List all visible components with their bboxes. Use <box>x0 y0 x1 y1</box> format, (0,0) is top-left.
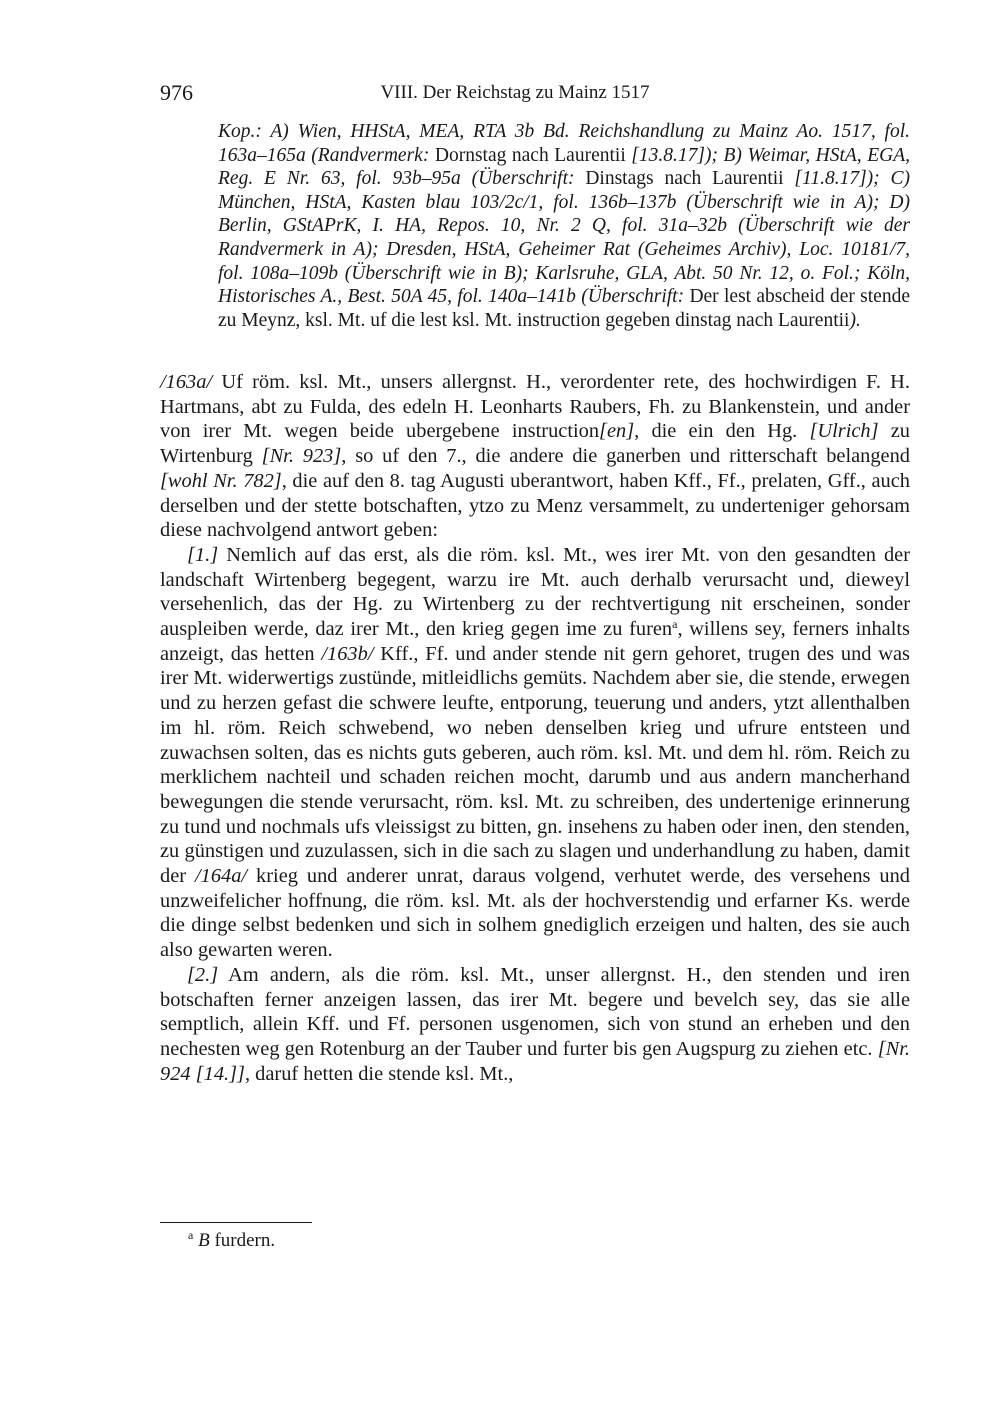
source-note-segment: ). <box>849 309 861 331</box>
paragraph-point-2 <box>160 963 910 1087</box>
page-number: 976 <box>160 80 193 105</box>
footnote-siglum: B <box>198 1230 210 1251</box>
folio-marker: /163b/ <box>321 642 374 665</box>
footnote-mark: a <box>188 1228 194 1242</box>
editorial-insert: [en] <box>599 420 635 443</box>
text-run: krieg und anderer unrat, daraus volgend, verhutet werde, des versehens und unzweifelicher hoffnung, die röm. ksl. Mt. als der hochverstendig und erfarner Ks. werde die dinge selbst bedenken und sich in solhem gnediglich erzeigen und halten, des sie auch also gewarten weren. <box>160 865 910 962</box>
cross-reference: [Nr. 923] <box>261 445 342 468</box>
footnote-rule <box>160 1222 312 1223</box>
text-run: Am andern, als die röm. ksl. Mt., unser allergnst. H., den stenden und iren botschaften ferner anzeigen lassen, das irer Mt. begere und bevelch sey, das sie alle semptlich, allein Kff. und Ff. personen usgenomen, sich von stund an erheben und den nechesten weg gen Rotenburg an der Tauber und furter bis gen Augspurg zu ziehen etc. <box>160 963 910 1060</box>
running-head: VIII. Der Reichstag zu Mainz 1517 <box>380 82 650 103</box>
text-run: Uf röm. ksl. Mt., unsers allergnst. H., verordenter rete, des hochwirdigen F. H. Hartmans, abt zu Fulda, des edeln H. Leonharts Raubers, Fh. zu Blankenstein, und ander von irer Mt. wegen beide ubergebene instruction <box>160 371 910 443</box>
text-run: Nemlich auf das erst, als die röm. ksl. Mt., wes irer Mt. von den gesandten der landschaft Wirtenberg begegent, warzu ire Mt. auch derhalb verursacht und, dieweyl versehenlich, das der Hg. zu Wirtenberg zu der rechtvertigung nit erscheinen, sonder auspleiben werde, daz irer Mt., den krieg gegen ime zu furen <box>160 543 910 641</box>
text-run: , die auf den 8. tag Augusti uberantwort, haben Kff., Ff., prelaten, Gff., auch derselben und der stette botschaften, ytzo zu Menz versammelt, zu underteniger gehorsam diese nachvolgend antwort geben: <box>160 469 910 542</box>
source-note-segment: [11.8.17]); C) München, HStA, Kasten blau 103/2c/1, fol. 136b–137b (Überschrift wie in A); D) Berlin, GStAPrK, I. HA, Repos. 10, Nr. 2 Q, fol. 31a–32b (Überschrift wie der Randvermerk in A); Dresden, HStA, Geheimer Rat (Geheimes Archiv), Loc. 10181/7, fol. 108a–109b (Überschrift wie in B); Karlsruhe, GLA, Abt. 50 Nr. 12, o. Fol.; Köln, Historisches A., Best. 50A 45, fol. 140a–141b (Überschrift: <box>218 168 910 308</box>
main-text <box>160 370 910 1086</box>
source-note <box>218 120 910 332</box>
footnote-text: furdern. <box>209 1230 276 1251</box>
text-run: , willens sey, ferners inhalts anzeigt, das hetten <box>160 618 910 665</box>
text-run: Kff., Ff. und ander stende nit gern gehoret, trugen des und was irer Mt. widerwertigs zustünde, mitleidlichs gemüts. Nachdem aber sie, die stende, erwegen und zu herzen gefast die schwere leufte, entporung, teuerung und anders, ytzt allenthalben im hl. röm. Reich schwebend, wo neben denselben krieg und ufrure entsteen und zuwachsen solten, das es nichts guts geberen, auch röm. ksl. Mt. und dem hl. röm. Reich zu merklichem nachteil und schaden reichen mocht, darumb und aus andern mancherhand bewegungen die stende verursacht, röm. ksl. Mt. zu schreiben, des undertenige erinnerung zu tund und nochmals ufs vleissigst zu bitten, gn. insehens zu haben oder inen, den stenden, zu günstigen und zuzulassen, sich in die sach zu slagen und underhandlung zu haben, damit der <box>160 642 910 888</box>
text-run: , so uf den 7., die andere die ganerben und ritterschaft belangend <box>341 445 910 468</box>
paragraph-intro <box>160 370 910 543</box>
source-note-quote: Dinstags nach Laurentii <box>585 168 784 190</box>
source-note-quote: Dornstag nach Laurentii <box>434 144 626 166</box>
source-note-segment: [13.8.17]); B) Weimar, HStA, EGA, Reg. E Nr. 63, fol. 93b–95a (Überschrift: <box>218 144 911 190</box>
footnote-mark[interactable]: a <box>672 617 678 632</box>
text-run: , die ein den Hg. <box>634 420 810 443</box>
footnote <box>188 1230 275 1252</box>
folio-marker: /163a/ <box>160 371 213 393</box>
source-note-segment: Kop.: A) Wien, HHStA, MEA, RTA 3b Bd. Reichshandlung zu Mainz Ao. 1517, fol. 163a–165a (Randvermerk: <box>218 121 910 166</box>
cross-reference: [wohl Nr. 782] <box>160 469 282 492</box>
cross-reference: [Nr. 924 [14.]] <box>160 1037 910 1085</box>
source-note-quote: Der lest abscheid der stende zu Meynz, ksl. Mt. uf die lest ksl. Mt. instruction gegeben dinstag nach Laurentii <box>218 286 910 331</box>
folio-marker: /164a/ <box>194 865 248 888</box>
paragraph-point-1 <box>160 543 910 963</box>
section-number: [2.] <box>187 963 219 986</box>
text-run: , daruf hetten die stende ksl. Mt., <box>244 1062 514 1085</box>
section-number: [1.] <box>187 543 219 566</box>
editorial-insert: [Ulrich] <box>809 420 879 443</box>
text-run: zu Wirtenburg <box>160 420 910 468</box>
